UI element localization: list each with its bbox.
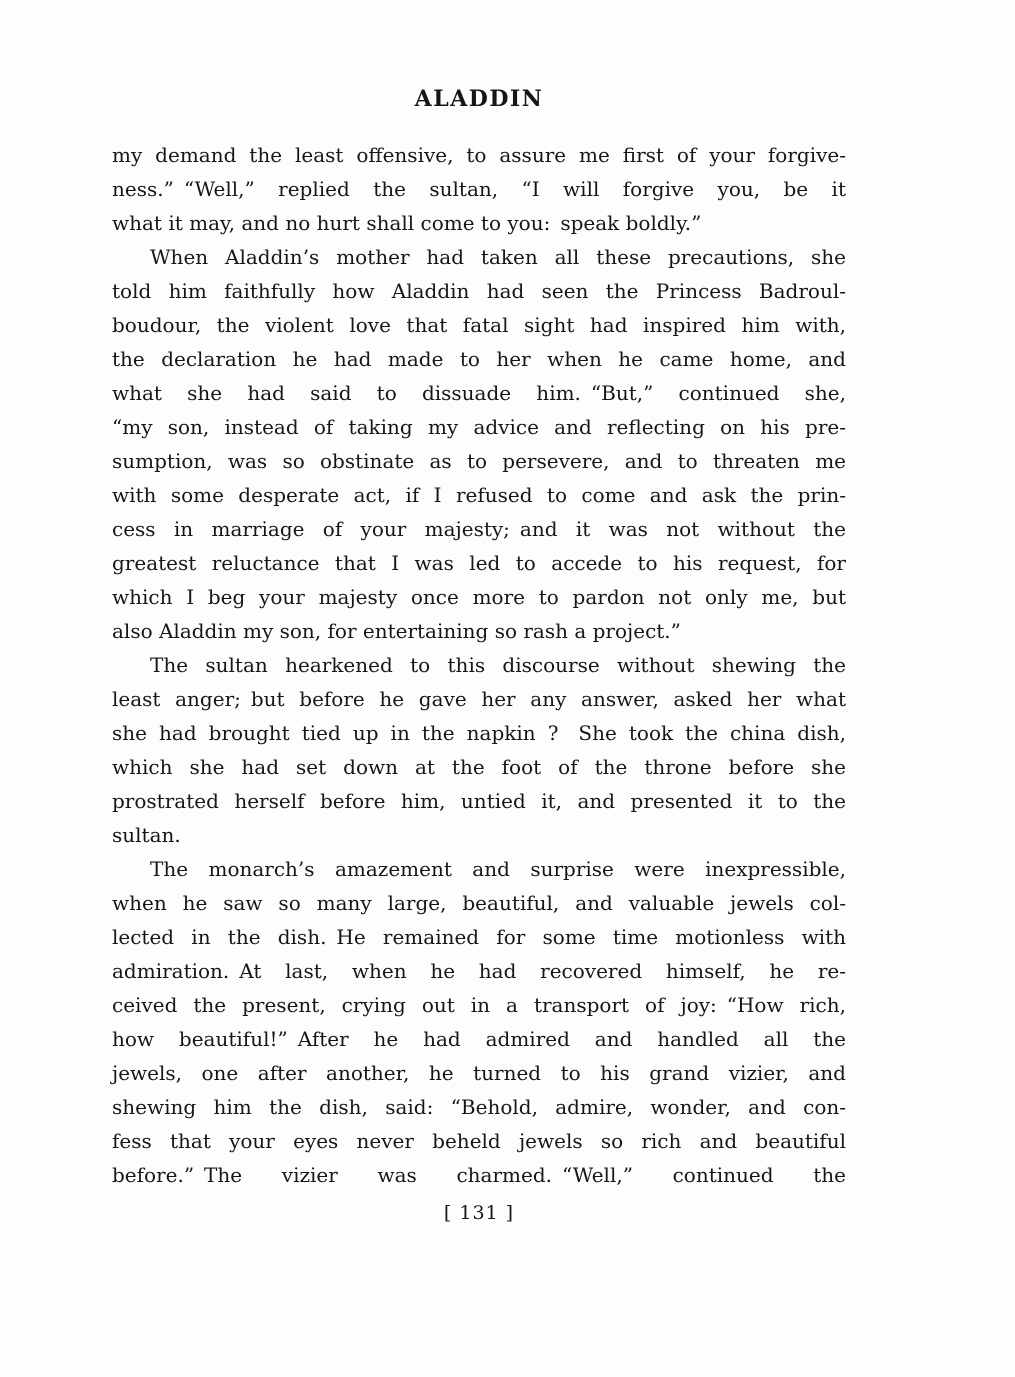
text-line: she had brought tied up in the napkin ? She took the china dish, xyxy=(112,721,846,745)
paragraph xyxy=(112,240,846,648)
text-line: the declaration he had made to her when he came home, and xyxy=(112,347,846,371)
text-line: lected in the dish. He remained for some time motionless with xyxy=(112,925,846,949)
text-line: cess in marriage of your majesty; and it was not without the xyxy=(112,517,846,541)
text-line: ceived the present, crying out in a transport of joy: “How rich, xyxy=(112,993,846,1017)
text-line: The sultan hearkened to this discourse without shewing the xyxy=(150,653,846,677)
paragraph xyxy=(112,648,846,852)
paragraph xyxy=(112,852,846,1192)
text-line: also Aladdin my son, for entertaining so rash a project.” xyxy=(112,619,681,643)
text-line: greatest reluctance that I was led to accede to his request, for xyxy=(112,551,846,575)
text-line: admiration. At last, when he had recovered himself, he re- xyxy=(112,959,846,983)
text-line: what she had said to dissuade him. “But,” continued she, xyxy=(112,381,846,405)
text-line: “my son, instead of taking my advice and reflecting on his pre- xyxy=(112,415,846,439)
text-line: told him faithfully how Aladdin had seen the Princess Badroul- xyxy=(112,279,846,303)
paragraph xyxy=(112,138,846,240)
text-line: shewing him the dish, said: “Behold, admire, wonder, and con- xyxy=(112,1095,846,1119)
text-line: ness.” “Well,” replied the sultan, “I will forgive you, be it xyxy=(112,177,846,201)
text-line: which she had set down at the foot of the throne before she xyxy=(112,755,846,779)
text-line: jewels, one after another, he turned to his grand vizier, and xyxy=(112,1061,846,1085)
text-line: fess that your eyes never beheld jewels so rich and beautiful xyxy=(112,1129,846,1153)
text-line: what it may, and no hurt shall come to you: speak boldly.” xyxy=(112,211,702,235)
page-number: [ 131 ] xyxy=(443,1202,515,1224)
text-block xyxy=(112,138,846,1192)
page-title: ALADDIN xyxy=(414,86,544,112)
text-line: sumption, was so obstinate as to persevere, and to threaten me xyxy=(112,449,846,473)
text-line: sultan. xyxy=(112,823,181,847)
text-line: before.” The vizier was charmed. “Well,” continued the xyxy=(112,1163,846,1187)
text-line: boudour, the violent love that fatal sight had inspired him with, xyxy=(112,313,846,337)
text-line: When Aladdin’s mother had taken all these precautions, she xyxy=(150,245,846,269)
text-line: The monarch’s amazement and surprise were inexpressible, xyxy=(150,857,846,881)
text-line: prostrated herself before him, untied it, and presented it to the xyxy=(112,789,846,813)
text-line: least anger; but before he gave her any answer, asked her what xyxy=(112,687,846,711)
text-line: how beautiful!” After he had admired and handled all the xyxy=(112,1027,846,1051)
text-line: which I beg your majesty once more to pardon not only me, but xyxy=(112,585,846,609)
text-line: my demand the least offensive, to assure me first of your forgive- xyxy=(112,143,846,167)
page-content xyxy=(112,86,846,1228)
text-line: when he saw so many large, beautiful, and valuable jewels col- xyxy=(112,891,846,915)
text-line: with some desperate act, if I refused to come and ask the prin- xyxy=(112,483,846,507)
